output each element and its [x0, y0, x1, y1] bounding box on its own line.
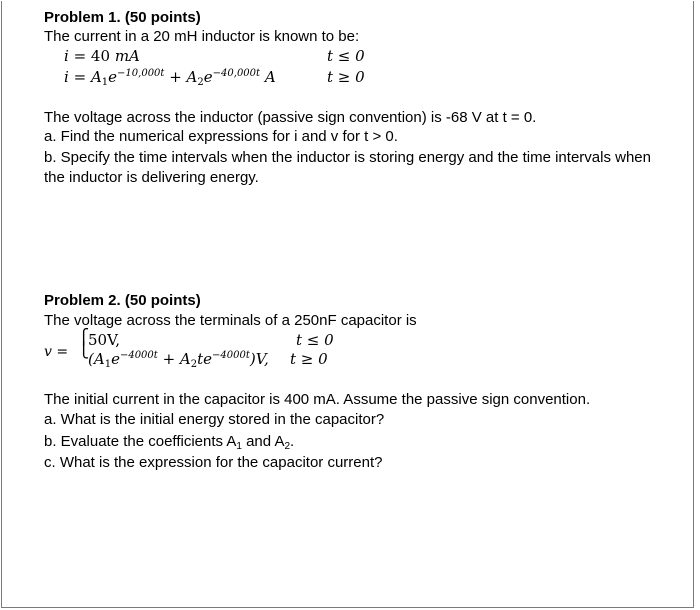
- p2-case-1-expr: 50V,: [88, 331, 121, 349]
- p2-question-a: a. What is the initial energy stored in the capacitor?: [44, 411, 385, 428]
- p2-v-lhs: v =: [44, 344, 69, 360]
- p2-case-2-expr: $(A_1e^{-4000t} + A_2te^{-4000t})V$,: [88, 350, 269, 370]
- p1-voltage-statement: The voltage across the inductor (passive sign convention) is -68 V at t = 0.: [44, 109, 537, 126]
- p2-current-statement: The initial current in the capacitor is 400 mA. Assume the passive sign convention.: [44, 391, 591, 408]
- p2-case-1-condition: t ≤ 0: [296, 331, 334, 349]
- p1-question-a: a. Find the numerical expressions for i and v for t > 0.: [44, 128, 398, 145]
- p2-left-brace: ⎧ ⎩: [78, 328, 90, 359]
- p2-case-2-condition: t ≥ 0: [290, 350, 328, 368]
- problem-2-title: Problem 2. (50 points): [44, 292, 201, 309]
- p1-question-b-line1: b. Specify the time intervals when the inductor is storing energy and the time intervals when: [44, 149, 651, 166]
- p2-question-b: b. Evaluate the coefficients $A_1$ and $A_2$.: [44, 433, 295, 452]
- p1-equation-1: i = 40 mA: [64, 47, 140, 65]
- problem-2-intro: The voltage across the terminals of a 250nF capacitor is: [44, 312, 417, 329]
- p1-equation-1-condition: t ≤ 0: [327, 47, 365, 65]
- problem-1-intro: The current in a 20 mH inductor is known to be:: [44, 28, 360, 45]
- p2-question-c: c. What is the expression for the capacitor current?: [44, 454, 383, 471]
- p1-equation-2-condition: t ≥ 0: [327, 68, 365, 86]
- problem-1-title: Problem 1. (50 points): [44, 9, 201, 26]
- p1-equation-2: $i = A_1e^{-10,000t} + A_2e^{-40,000t}$ A: [64, 68, 276, 88]
- p1-question-b-line2: the inductor is delivering energy.: [44, 169, 259, 186]
